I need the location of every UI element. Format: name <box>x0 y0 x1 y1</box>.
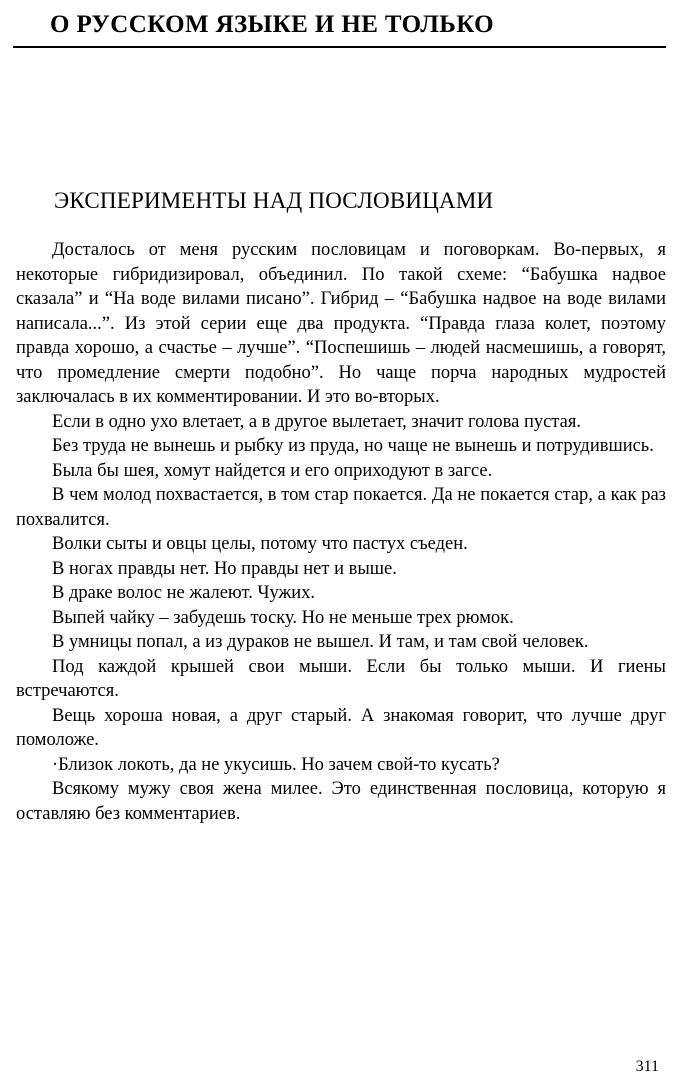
running-head-title: О РУССКОМ ЯЗЫКЕ И НЕ ТОЛЬКО <box>50 11 494 38</box>
paragraph: Всякому мужу своя жена милее. Это единственная пословица, которую я оставляю без комментариев. <box>16 779 666 824</box>
paragraph: Под каждой крышей свои мыши. Если бы только мыши. И гиены встречаются. <box>16 656 666 701</box>
paragraph: Волки сыты и овцы целы, потому что пастух съеден. <box>52 534 468 554</box>
paragraph: Выпей чайку – забудешь тоску. Но не меньше трех рюмок. <box>52 607 514 628</box>
paragraph: Если в одно ухо влетает, а в другое вылетает, значит голова пустая. <box>52 411 581 432</box>
paragraph: В чем молод похвастается, в том стар покается. Да не покается стар, а как раз похвалится. <box>16 485 666 530</box>
paragraph: Досталось от меня русским пословицам и поговоркам. Во-первых, я некоторые гибридизировал, объединил. По такой схеме: “Бабушка надвое сказала” и “На воде вилами писано”. Гибрид – “Бабушка надвое на воде вилами написала...”. Из этой серии еще два продукта. “Правда глаза колет, поэтому правда хорошо, а счастье – лучше”. “Поспешишь – людей насмешишь, а говорят, что промедление смерти подобно”. Но чаще порча народных мудростей заключалась в их комментировании. И это во-вторых. <box>16 240 666 407</box>
page-number: 311 <box>635 1058 659 1075</box>
paragraph: В драке волос не жалеют. Чужих. <box>52 583 316 603</box>
paragraph: ·Близок локоть, да не укусишь. Но зачем свой-то кусать? <box>52 754 500 775</box>
paragraph: Без труда не вынешь и рыбку из пруда, но чаще не вынешь и потрудившись. <box>52 436 654 456</box>
paragraph: Была бы шея, хомут найдется и его оприходуют в загсе. <box>52 460 493 481</box>
paragraph: В ногах правды нет. Но правды нет и выше. <box>52 558 397 579</box>
section-title: ЭКСПЕРИМЕНТЫ НАД ПОСЛОВИЦАМИ <box>54 188 494 213</box>
paragraph: В умницы попал, а из дураков не вышел. И там, и там свой человек. <box>52 632 589 652</box>
body-text <box>16 238 666 826</box>
running-head <box>13 2 666 48</box>
paragraph: Вещь хороша новая, а друг старый. А знакомая говорит, что лучше друг помоложе. <box>16 705 666 750</box>
